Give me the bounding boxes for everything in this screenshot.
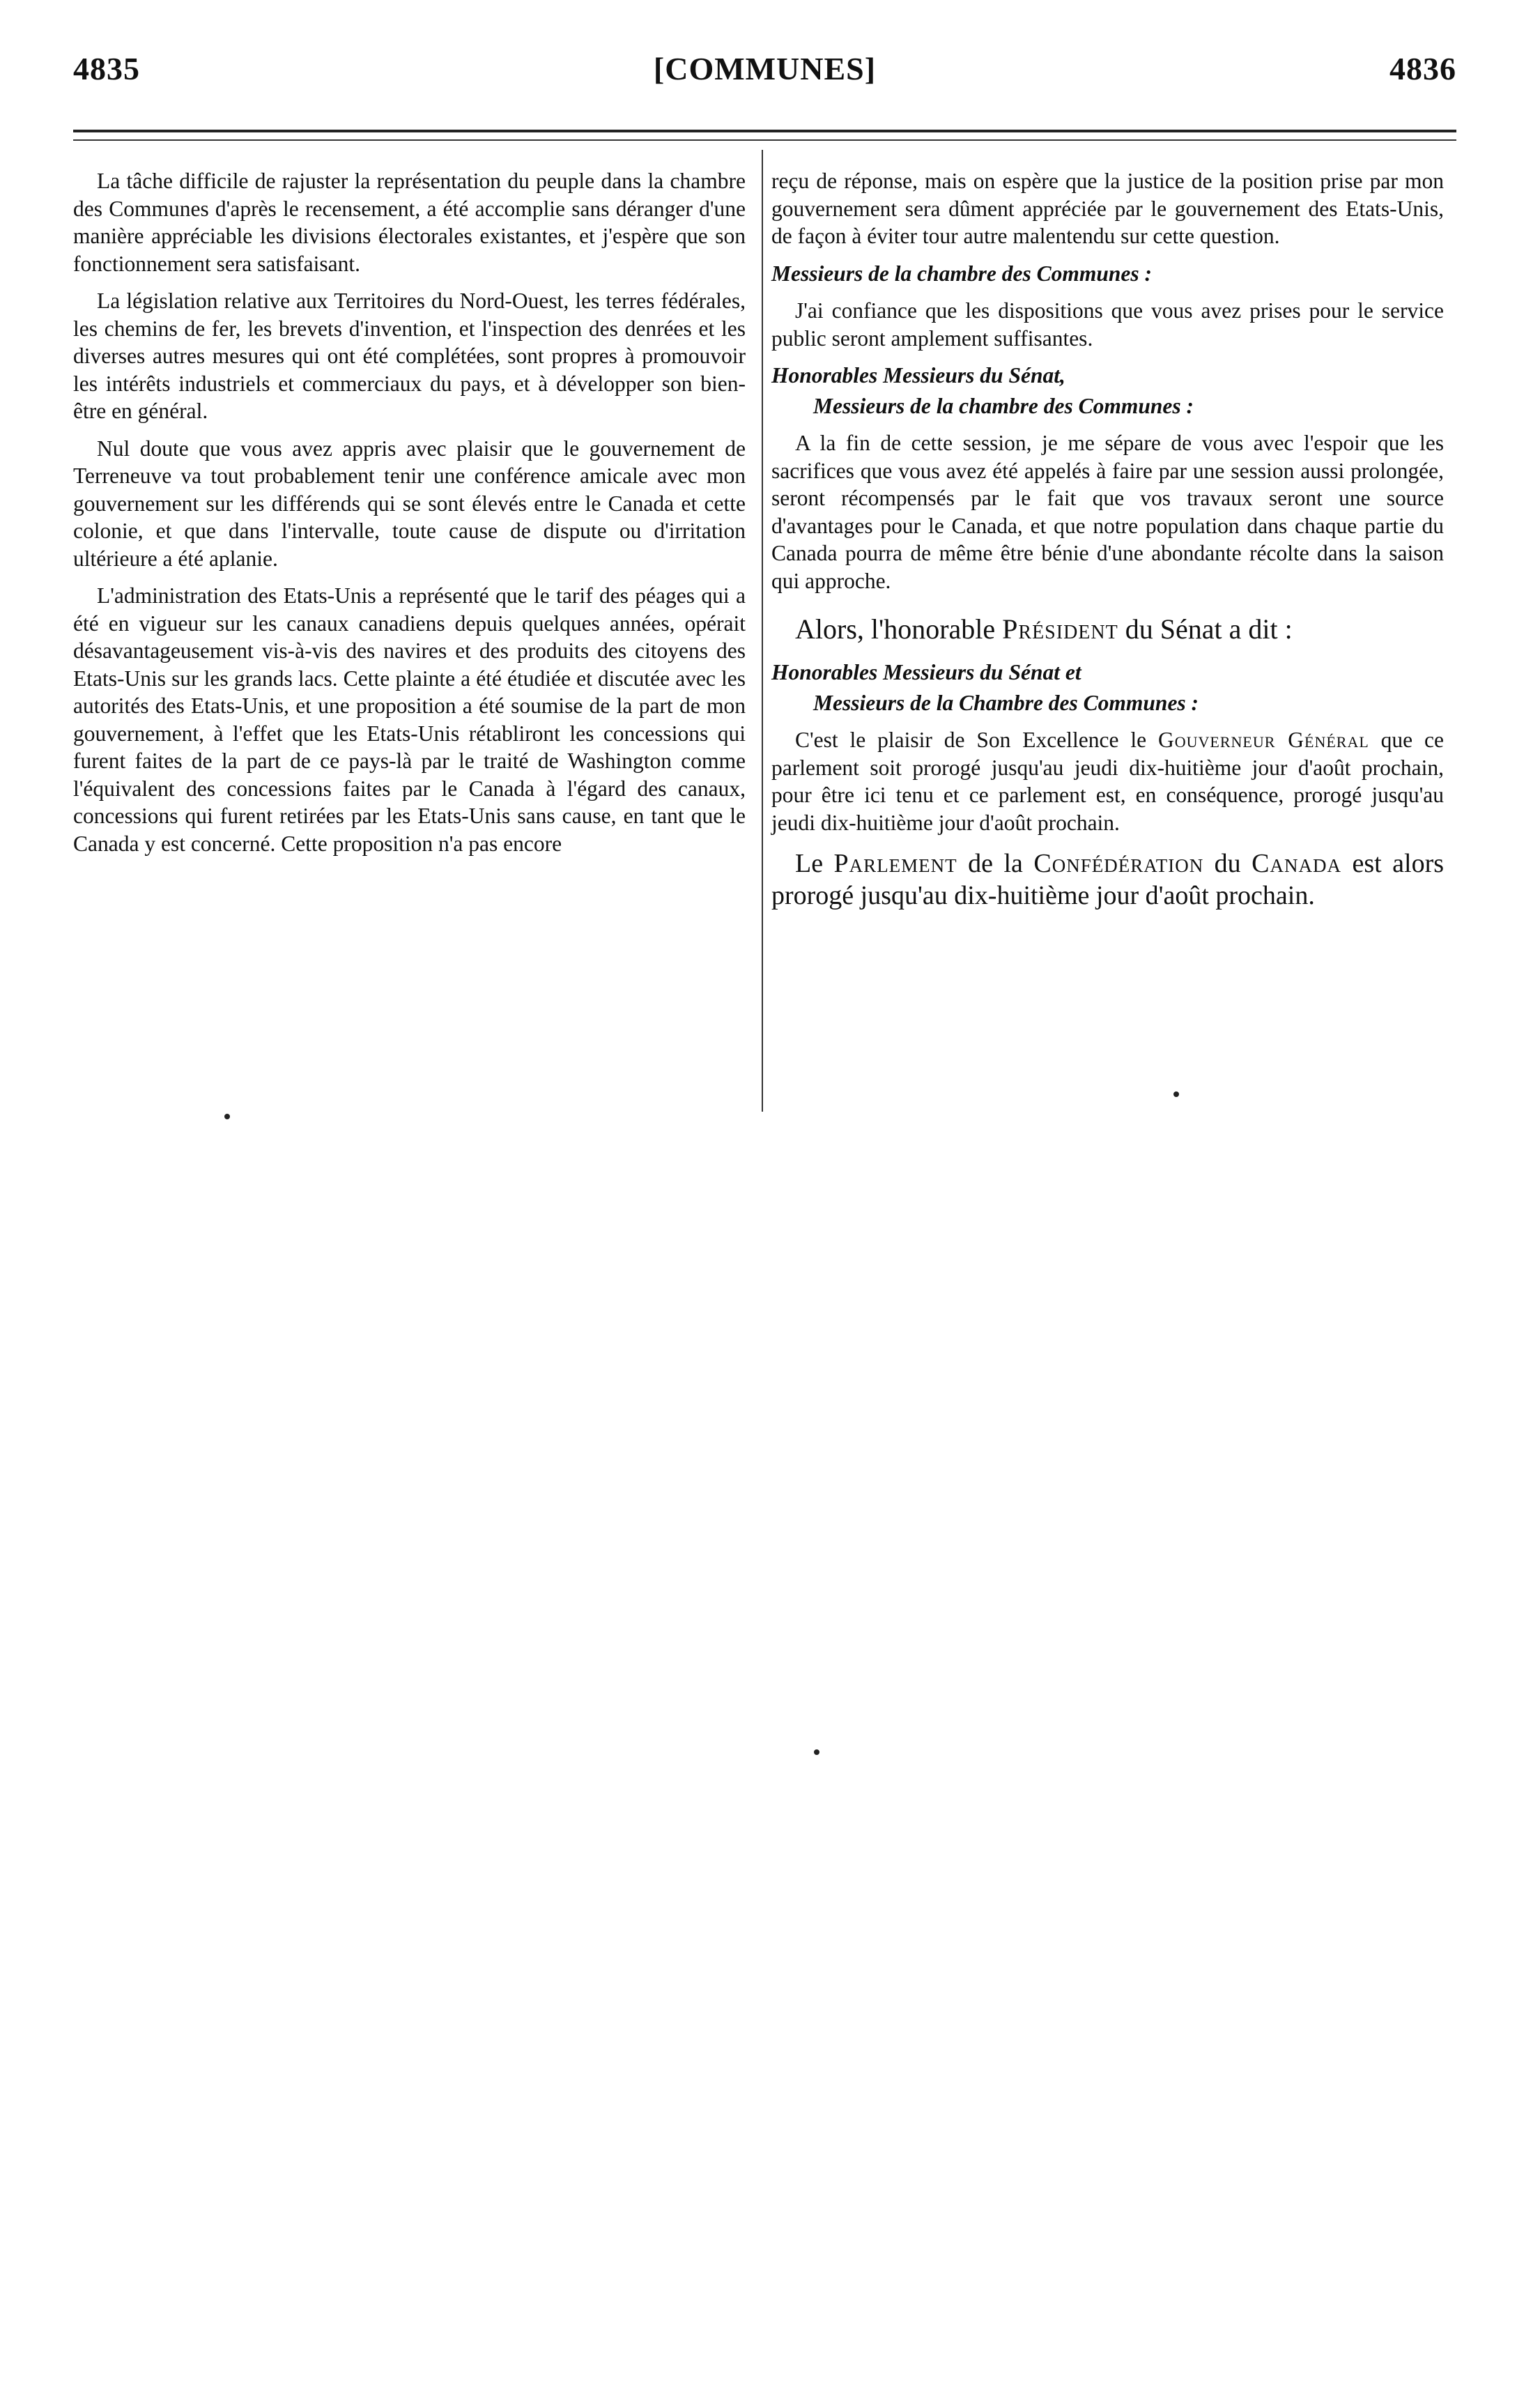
page-number-left: 4835 [73, 51, 140, 86]
address-line: Messieurs de la chambre des Communes : [771, 261, 1153, 286]
page-header [73, 50, 1456, 99]
announce-text: Alors, l'honorable [795, 613, 1003, 645]
text-smallcaps: Parlement [833, 849, 957, 878]
paragraph: Nul doute que vous avez appris avec plaisir que le gouvernement de Terreneuve va tout probablement tenir une conférence amicale avec mon gouvernement sur les différends qui se sont élevés entre le Canada et cette colonie, et que dans l'intervalle, toute cause de dispute ou d'irritation ultérieure a été aplanie. [73, 436, 746, 571]
address-line: Messieurs de la Chambre des Communes : [813, 690, 1199, 715]
speaker-announcement [771, 613, 1444, 646]
paragraph: La législation relative aux Territoires du Nord-Ouest, les terres fédérales, les chemins de fer, les brevets d'invention, et l'inspection des denrées et les diverses autres mesures qui ont été complétées, sont propres à promouvoir les intérêts industriels et commerciaux du pays, et à développer son bien-être en général. [73, 289, 746, 423]
text-run: de la [957, 849, 1034, 878]
address-line: Honorables Messieurs du Sénat, [771, 363, 1065, 388]
paragraph: reçu de réponse, mais on espère que la justice de la position prise par mon gouvernement sera dûment appréciée par le gouvernement des Etats-Unis, de façon à éviter tour autre malentendu sur cette question. [771, 169, 1444, 248]
text-run: du [1203, 849, 1252, 878]
address-line: Messieurs de la chambre des Communes : [813, 393, 1194, 418]
text-smallcaps: Canada [1252, 849, 1341, 878]
closing-statement [771, 848, 1444, 912]
text-smallcaps: Confédération [1033, 849, 1204, 878]
text-run: que ce parlement soit prorogé jusqu'au jeudi dix-huitième jour d'août prochain, pour être ici tenu et ce parlement est, en conséquence, prorogé jusqu'au jeudi dix-huitième jour d'août prochain. [771, 728, 1444, 835]
running-title: [COMMUNES] [653, 51, 877, 86]
paragraph: J'ai confiance que les dispositions que vous avez prises pour le service public seront amplement suffisantes. [771, 298, 1444, 351]
text-run: C'est le plaisir de Son Excellence le [795, 728, 1158, 752]
announce-text: du Sénat a dit : [1118, 613, 1293, 645]
paragraph: La tâche difficile de rajuster la représentation du peuple dans la chambre des Communes d'après le recensement, a été accomplie sans déranger d'une manière appréciable les divisions électorales existantes, et j'espère que son fonctionnement sera satisfaisant. [73, 169, 746, 276]
paragraph: A la fin de cette session, je me sépare de vous avec l'espoir que les sacrifices que vous avez été appelés à faire par une session aussi prolongée, seront récompensés par le fait que vos travaux seront une source d'avantages pour le Canada, et que notre population dans chaque partie du Canada pourra de même être bénie d'une abondante récolte dans la saison qui approche. [771, 431, 1444, 593]
text-run: Le [795, 849, 834, 878]
speck-mark [224, 1114, 230, 1119]
page-number-right: 4836 [1389, 51, 1456, 86]
speaker-title: Président [1002, 613, 1118, 645]
text-run: est alors prorogé jusqu'au dix-huitième jour d'août prochain. [771, 849, 1445, 910]
paragraph: L'administration des Etats-Unis a représenté que le tarif des péages qui a été en vigueur sur les canaux canadiens depuis quelques années, opérait désavantageusement vis-à-vis des navires et des produits des citoyens des Etats-Unis sur les grands lacs. Cette plainte a été étudiée et discutée avec les autorités des Etats-Unis, et une proposition a été soumise de la part de mon gouvernement, à l'effet que les Etats-Unis rétabliront les concessions qui furent faites de la part de ce pays-là par le traité de Washington comme l'équivalent des concessions faites par le Canada à l'égard des canaux, concessions qui furent retirées par les Etats-Unis sans cause, en tant que le Canada y est concerné. Cette proposition n'a pas encore [73, 583, 746, 856]
speck-mark [1173, 1091, 1179, 1097]
address-line: Honorables Messieurs du Sénat et [771, 660, 1081, 684]
paragraph [771, 726, 1444, 836]
governor-title: Gouverneur Général [1157, 728, 1369, 752]
header-rule [73, 130, 1456, 132]
column-divider [762, 150, 763, 1112]
left-column [73, 167, 746, 867]
right-column [771, 167, 1444, 912]
header-rule-thin [73, 139, 1456, 141]
speck-mark [814, 1749, 819, 1755]
